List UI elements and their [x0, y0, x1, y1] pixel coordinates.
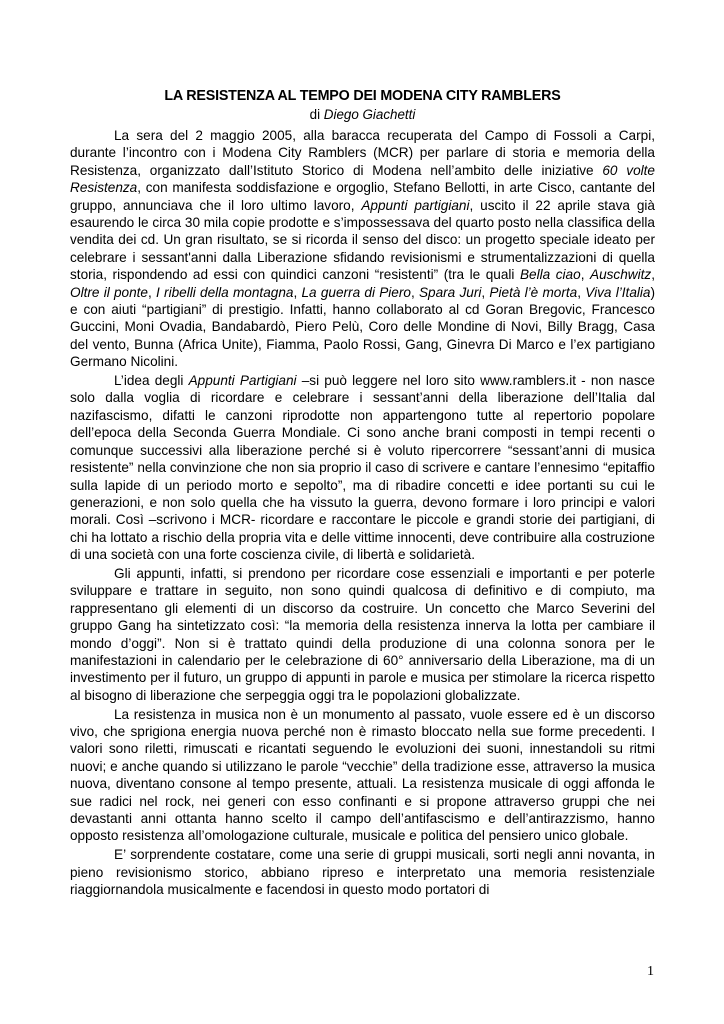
- paragraph-text: ,: [651, 267, 655, 283]
- paragraph-text: Gli appunti, infatti, si prendono per ricordare cose essenziali e importanti e per poterle sviluppare e trattare in seguito, non sono quindi qualcosa di definitivo e di compiuto, ma rappresentano gli elementi di un discorso da costruire. Un concetto che Marco Severini del gruppo Gang ha sintetizzato così: “la memoria della resistenza innerva la lotta per cambiare il mondo d’oggi”. Non si è trattato quindi della produzione di una colonna sonora per le manifestazioni in calendario per le celebrazione di 60° anniversario della Liberazione, ma di un investimento per il futuro, un gruppo di appunti in parole e musica per stimolare la ricerca rispetto al bisogno di liberazione che serpeggia oggi tra le popolazioni globalizzate.: [70, 565, 655, 703]
- italic-title-text: I ribelli della montagna: [156, 284, 294, 300]
- italic-title-text: Pietà l’è morta: [489, 284, 578, 300]
- italic-title-text: Appunti Partigiani: [188, 373, 297, 389]
- paragraph-text: ,: [148, 284, 157, 300]
- article-body: [70, 127, 655, 898]
- byline-prefix: di: [309, 107, 324, 122]
- body-paragraph: [70, 127, 655, 371]
- body-paragraph: [70, 372, 655, 563]
- paragraph-text: ,: [577, 284, 586, 300]
- italic-title-text: Bella ciao: [519, 267, 581, 283]
- italic-title-text: Spara Juri: [418, 284, 482, 300]
- italic-title-text: Oltre il ponte: [70, 284, 148, 300]
- body-paragraph: [70, 846, 655, 898]
- paragraph-text: ,: [410, 284, 419, 300]
- italic-title-text: Auschwitz: [590, 267, 652, 283]
- paragraph-text: ,: [481, 284, 490, 300]
- italic-title-text: 60 volte Resistenza: [70, 162, 655, 196]
- paragraph-text: La resistenza in musica non è un monumento al passato, vuole essere ed è un discorso vivo, che sprigiona energia nuova perché non è rimasto bloccato nella sue forme precedenti. I valori sono riletti, rimuscati e ricantati seguendo le evoluzioni dei suoni, innestandoli su ritmi nuovi; e anche quando si utilizzano le parole “vecchie” della tradizione esse, attraverso la musica nuova, diventano consone al tempo presente, attuali. La resistenza musicale di oggi affonda le sue radici nel rock, nei generi con esso confinanti e si propone attraverso gruppi che nei devastanti anni ottanta hanno scelto il campo dell’antifascismo e dell’antirazzismo, hanno opposto resistenza all’omologazione culturale, musicale e politica del pensiero unico globale.: [70, 706, 655, 844]
- italic-title-text: Viva l’Italia: [585, 284, 651, 300]
- paragraph-text: , uscito il 22 aprile stava già esaurendo le circa 30 mila copie prodotte e s’impossessava del quarto posto nella classifica della vendita dei cd. Un gran risultato, se si ricorda il senso del disco: un progetto speciale ideato per celebrare i sessant'anni dalla Liberazione sfidando revisionismi e strumentalizzazioni di quella storia, rispondendo ad essi con quindici canzoni “resistenti” (tra le quali: [70, 197, 655, 283]
- paragraph-text: , con manifesta soddisfazione e orgoglio, Stefano Bellotti, in arte Cisco, cantante del gruppo, annunciava che il loro ultimo lavoro,: [70, 180, 655, 213]
- paragraph-text: L’idea degli: [114, 373, 189, 389]
- paragraph-text: ,: [293, 284, 302, 300]
- italic-title-text: Appunti partigiani: [361, 197, 470, 213]
- paragraph-text: ) e con aiuti “partigiani” di prestigio. Infatti, hanno collaborato al cd Goran Bregovic, Francesco Guccini, Moni Ovadia, Bandabardò, Piero Pelù, Coro delle Mondine di Novi, Billy Bragg, Casa del vento, Bunna (Africa Unite), Fiamma, Paolo Rossi, Gang, Ginevra Di Marco e l’ex partigiano Germano Nicolini.: [70, 284, 656, 370]
- body-paragraph: [70, 706, 655, 845]
- paragraph-text: –si può leggere nel loro sito www.ramblers.it - non nasce solo dalla voglia di ricordare e celebrare i sessant’anni della liberazione dell’Italia dal nazifascismo, difatti le canzoni riprodotte non appartengono tutte al repertorio popolare dell’epoca della Seconda Guerra Mondiale. Ci sono anche brani composti in tempi recenti o comunque successivi alla liberazione perché si è voluto ripercorrere “sessant’anni di musica resistente” nella convinzione che non sia proprio il caso di scrivere e cantare l’ennesimo “epitaffio sulla lapide di un periodo morto e sepolto”, ma di ribadire concetti e idee portanti su cui le generazioni, e non solo quella che ha vissuto la guerra, devono formare i loro principi e valori morali. Così –scrivono i MCR- ricordare e raccontare le piccole e grandi storie dei partigiani, di chi ha lottato a rischio della propria vita e delle vittime innocenti, deve contribuire alla costruzione di una società con una forte coscienza civile, di libertà e solidarietà.: [70, 373, 655, 563]
- paragraph-text: La sera del 2 maggio 2005, alla baracca recuperata del Campo di Fossoli a Carpi, durante l’incontro con i Modena City Ramblers (MCR) per parlare di storia e memoria della Resistenza, organizzato dall’Istituto Storico di Modena nell’ambito delle iniziative: [70, 128, 655, 178]
- page-number: 1: [647, 964, 654, 979]
- paragraph-text: ,: [580, 267, 590, 283]
- author-name: Diego Giachetti: [323, 107, 416, 122]
- body-paragraph: [70, 565, 655, 704]
- byline: [70, 106, 655, 123]
- italic-title-text: La guerra di Piero: [301, 284, 411, 300]
- document-title: LA RESISTENZA AL TEMPO DEI MODENA CITY RAMBLERS: [164, 88, 561, 104]
- paragraph-text: E’ sorprendente costatare, come una serie di gruppi musicali, sorti negli anni novanta, in pieno revisionismo storico, abbiano ripreso e interpretato una memoria resistenziale riaggiornandola musicalmente e facendosi in questo modo portatori di: [70, 847, 655, 898]
